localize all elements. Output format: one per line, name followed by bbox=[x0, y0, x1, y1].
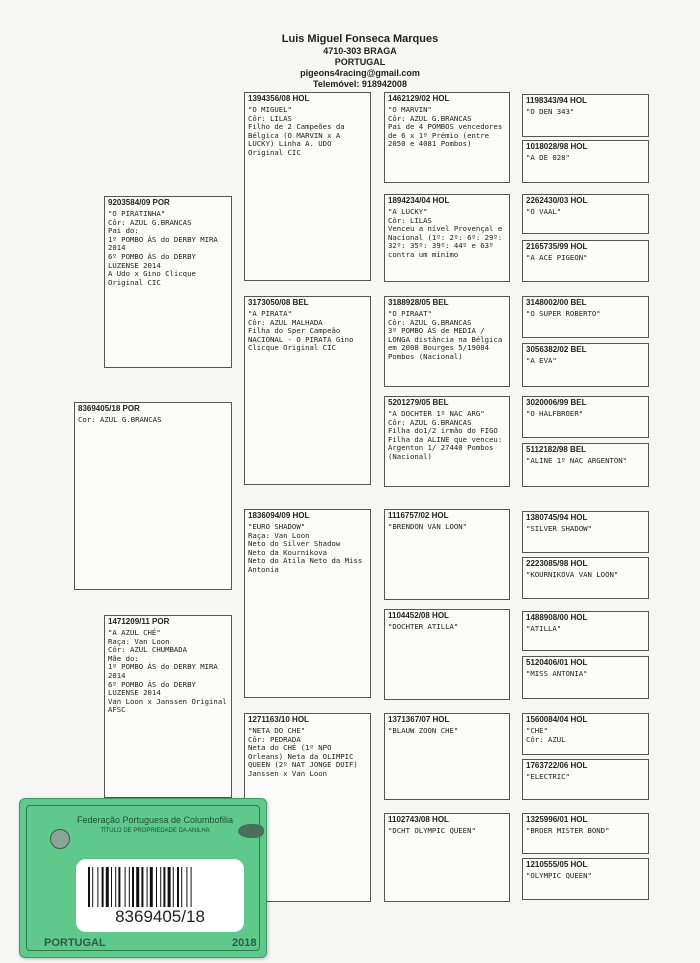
barcode-panel bbox=[76, 859, 244, 932]
barcode-icon bbox=[86, 867, 234, 907]
pigeon-details: "ALINE 1º NAC ARGENTON" bbox=[526, 456, 628, 465]
pigeon-details: "BRENDON VAN LOON" bbox=[388, 522, 468, 531]
pigeon-details: "O PIRAAT" Côr: AZUL G.BRANCAS 3º POMBO ÁS de MEDIA / LONGA distância na Bélgica em 2008 Bourges 5/19084 Pombos (Nacional) bbox=[388, 309, 503, 361]
ring-number: 5120406/01 HOL bbox=[526, 658, 588, 667]
ring-number: 5201279/05 BEL bbox=[388, 398, 449, 407]
ring-number: 1104452/08 HOL bbox=[388, 611, 449, 620]
pedigree-box-g5 bbox=[522, 296, 649, 338]
pedigree-box-g6 bbox=[522, 343, 649, 387]
ring-number: 2165735/99 HOL bbox=[526, 242, 588, 251]
ring-number: 3148002/00 BEL bbox=[526, 298, 587, 307]
pedigree-box-dam-sire bbox=[244, 509, 371, 698]
pigeon-details: "BROER MISTER BOND" bbox=[526, 826, 610, 835]
owner-name: Luis Miguel Fonseca Marques bbox=[281, 33, 439, 45]
pigeon-details: "O VAAL" bbox=[526, 207, 562, 216]
ring-number: 1325996/01 HOL bbox=[526, 815, 588, 824]
pigeon-details: "A LUCKY" Côr: LILAS Venceu a nível Provençal e Nacional (1º: 2º: 6º: 29º: 32º: 35º: 39º: 44º e 63º contra um mínimo bbox=[388, 207, 503, 259]
pigeon-details: "NETA DO CHE" Côr: PEDRADA Neta do CHÉ (1º NPO Orleans) Neta da OLIMPIC QUEEN (2º NAT JONGE DUIF) Janssen x Van Loon bbox=[248, 726, 358, 778]
ring-number: 1116757/02 HOL bbox=[388, 511, 449, 520]
pedigree-box-sire bbox=[104, 196, 232, 368]
pigeon-details: "A ACE PIGEON" bbox=[526, 253, 588, 262]
pedigree-box-g12 bbox=[522, 656, 649, 699]
pedigree-box-g3 bbox=[522, 194, 649, 234]
ring-ownership-card bbox=[19, 798, 267, 958]
ring-number: 2223085/98 HOL bbox=[526, 559, 588, 568]
pigeon-details: "DOCHTER ATILLA" bbox=[388, 622, 459, 631]
ring-number: 3188928/05 BEL bbox=[388, 298, 449, 307]
ring-number: 1394356/08 HOL bbox=[248, 94, 310, 103]
pigeon-details: "MISS ANTONIA" bbox=[526, 669, 588, 678]
ring-number: 8369405/18 POR bbox=[78, 404, 140, 413]
pigeon-details: "O SUPER ROBERTO" bbox=[526, 309, 601, 318]
pigeon-details: "ELECTRIC" bbox=[526, 772, 570, 781]
pigeon-details: "DCHT OLYMPIC QUEEN" bbox=[388, 826, 476, 835]
pigeon-details: "A DOCHTER 1º NAC ARG" Côr: AZUL G.BRANCAS Filha do1/2 irmão do FIGO Filha da ALINE que venceu: Argenton 1/ 27440 Pombos (Nacional) bbox=[388, 409, 503, 461]
pigeon-details: "O MARVIN" Côr: AZUL G.BRANCAS Pai de 4 POMBOS vencedores de 6 x 1º Prémio (entre 2050 e 4081 Pombos) bbox=[388, 105, 503, 149]
pigeon-details: "O DEN 343" bbox=[526, 107, 575, 116]
pigeon-details: "O HALFBROER" bbox=[526, 409, 584, 418]
pedigree-box-subject bbox=[74, 402, 232, 590]
pigeon-details: "BLAUW ZOON CHE" bbox=[388, 726, 459, 735]
pedigree-box-sdd bbox=[384, 396, 510, 487]
pedigree-box-g7 bbox=[522, 396, 649, 438]
pedigree-box-g10 bbox=[522, 557, 649, 599]
owner-header bbox=[230, 33, 490, 90]
pedigree-box-g16 bbox=[522, 858, 649, 900]
pigeon-details: "EURO SHADOW" Raça: Van Loon Neto do Silver Shadow Neto da Kournikova Neto do Atila Neto da Miss Antonia bbox=[248, 522, 363, 574]
ring-number: 1210555/05 HOL bbox=[526, 860, 588, 869]
ring-number: 1271163/10 HOL bbox=[248, 715, 309, 724]
ring-number: 1560084/04 HOL bbox=[526, 715, 588, 724]
ring-number: 9203584/09 POR bbox=[108, 198, 170, 207]
ring-number: 1471209/11 POR bbox=[108, 617, 170, 626]
pedigree-box-sire-dam bbox=[244, 296, 371, 485]
ring-number: 3173050/08 BEL bbox=[248, 298, 309, 307]
owner-postcode: 4710-303 BRAGA bbox=[323, 46, 397, 56]
pigeon-details: "CHE" Côr: AZUL bbox=[526, 726, 566, 744]
card-year: 2018 bbox=[232, 937, 257, 949]
pigeon-details: "OLYMPIC QUEEN" bbox=[526, 871, 592, 880]
pedigree-box-g4 bbox=[522, 240, 649, 282]
ring-number: 1018028/98 HOL bbox=[526, 142, 588, 151]
ring-number: 1371367/07 HOL bbox=[388, 715, 450, 724]
pedigree-box-ddd bbox=[384, 813, 510, 902]
pedigree-box-g2 bbox=[522, 140, 649, 183]
ring-number: 3020006/99 BEL bbox=[526, 398, 587, 407]
pedigree-box-dam bbox=[104, 615, 232, 798]
pedigree-box-g15 bbox=[522, 813, 649, 854]
ring-number: 1763722/06 HOL bbox=[526, 761, 588, 770]
pedigree-box-dds bbox=[384, 713, 510, 800]
pigeon-details: Cor: AZUL G.BRANCAS bbox=[78, 415, 162, 424]
ring-number: 1198343/94 HOL bbox=[526, 96, 587, 105]
pigeon-details: "SILVER SHADOW" bbox=[526, 524, 592, 533]
pigeon-details: "KOURNIKOVA VAN LOON" bbox=[526, 570, 619, 579]
pedigree-box-g13 bbox=[522, 713, 649, 755]
pigeon-details: "O PIRATINHA" Côr: AZUL G.BRANCAS Pai do: 1º POMBO ÁS do DERBY MIRA 2014 6º POMBO ÁS do DERBY LUZENSE 2014 A Udo x Gino Clicque Original CIC bbox=[108, 209, 218, 287]
pigeon-details: "A DE 028" bbox=[526, 153, 570, 162]
pedigree-box-g14 bbox=[522, 759, 649, 800]
owner-phone: Telemóvel: 918942008 bbox=[313, 79, 407, 89]
pedigree-box-g1 bbox=[522, 94, 649, 137]
card-country: PORTUGAL bbox=[44, 937, 106, 949]
owner-country: PORTUGAL bbox=[334, 57, 386, 67]
pedigree-box-sss bbox=[384, 92, 510, 183]
pedigree-box-g8 bbox=[522, 443, 649, 487]
ring-number: 1836094/09 HOL bbox=[248, 511, 310, 520]
pedigree-box-dsd bbox=[384, 609, 510, 700]
pedigree-box-sire-sire bbox=[244, 92, 371, 281]
pigeon-details: "A EVA" bbox=[526, 356, 557, 365]
card-ring-number: 8369405/18 bbox=[115, 907, 205, 926]
federation-name: Federação Portuguesa de Columbofilia bbox=[76, 815, 234, 825]
pigeon-details: "A PIRATA" Côr: AZUL MALHADA Filha do Sper Campeão NACIONAL - O PIRATA Gino Clicque Original CIC bbox=[248, 309, 354, 353]
ring-number: 1380745/94 HOL bbox=[526, 513, 588, 522]
pigeon-details: "ATILLA" bbox=[526, 624, 562, 633]
ring-number: 1894234/04 HOL bbox=[388, 196, 450, 205]
owner-email[interactable]: pigeons4racing@gmail.com bbox=[300, 68, 420, 78]
pedigree-box-ssd bbox=[384, 194, 510, 282]
pedigree-box-g9 bbox=[522, 511, 649, 553]
pigeon-details: "A AZUL CHÉ" Raça: Van Loon Côr: AZUL CHUMBADA Mãe do: 1º POMBO ÁS do DERBY MIRA 2014 6º POMBO ÁS do DERBY LUZENSE 2014 Van Loon x Janssen Original AFSC bbox=[108, 628, 227, 715]
ring-number: 1462129/02 HOL bbox=[388, 94, 450, 103]
card-title: TÍTULO DE PROPRIEDADE DA ANILHA bbox=[100, 828, 210, 834]
pigeon-details: "O MIGUEL" Côr: LILAS Filho de 2 Campeões da Bélgica (O MARVIN x A LUCKY) Linha A. UDO Original CIC bbox=[248, 105, 345, 157]
ring-number: 2262430/03 HOL bbox=[526, 196, 588, 205]
ring-number: 1488908/00 HOL bbox=[526, 613, 588, 622]
pedigree-box-sds bbox=[384, 296, 510, 387]
ring-number: 1102743/08 HOL bbox=[388, 815, 449, 824]
pedigree-box-dss bbox=[384, 509, 510, 600]
ring-number: 5112182/98 BEL bbox=[526, 445, 587, 454]
ring-number: 3056382/02 BEL bbox=[526, 345, 587, 354]
pedigree-box-g11 bbox=[522, 611, 649, 651]
